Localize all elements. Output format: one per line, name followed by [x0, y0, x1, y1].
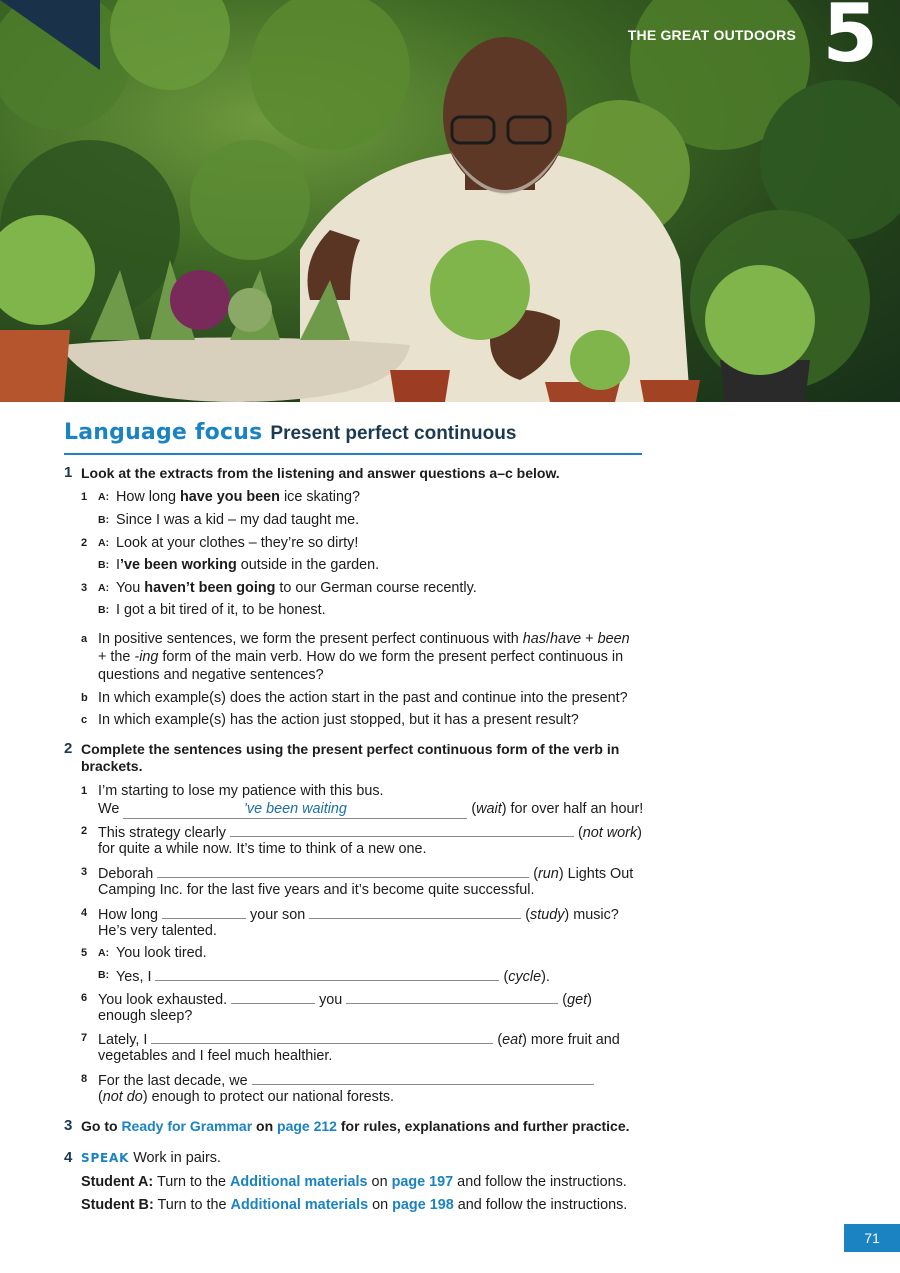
page-197-link[interactable]: page 197: [391, 1174, 454, 1190]
page-number: 71: [844, 1224, 900, 1252]
item-6-blank-2[interactable]: [346, 989, 558, 1004]
speaker-a-label: A:: [98, 537, 110, 549]
item-4-line-1: How long your son (study) music?: [98, 904, 619, 924]
item-7-line-2: vegetables and I feel much healthier.: [98, 1048, 333, 1064]
question-b-text: In which example(s) does the action start in the past and continue into the present?: [98, 690, 628, 706]
item-6-line-2: enough sleep?: [98, 1008, 193, 1024]
item-5-b: Yes, I (cycle).: [116, 966, 550, 986]
section-subtitle: Present perfect continuous: [270, 423, 517, 444]
exercise-4-number: 4: [64, 1149, 73, 1166]
question-a-line-3: questions and negative sentences?: [98, 667, 324, 683]
item-6-blank-1[interactable]: [231, 989, 315, 1004]
item-5-a: You look tired.: [116, 945, 207, 961]
item-1-answer: ’ve been waiting: [123, 800, 467, 819]
dialogue-2-a: Look at your clothes – they’re so dirty!: [116, 535, 359, 551]
dialogue-3-a: You haven’t been going to our German course recently.: [116, 580, 477, 596]
dialogue-2-b: I’ve been working outside in the garden.: [116, 557, 380, 573]
exercise-2-instruction-1: Complete the sentences using the present perfect continuous form of the verb in: [81, 741, 620, 757]
speaker-b-label: B:: [98, 559, 110, 571]
item-8-line-2: (not do) enough to protect our national forests.: [98, 1089, 395, 1105]
chapter-corner-shape: [0, 0, 100, 70]
exercise-4-text: SPEAK Work in pairs.: [81, 1150, 221, 1166]
dialogue-1-number: 1: [81, 491, 88, 503]
item-4-number: 4: [81, 907, 88, 919]
item-2-number: 2: [81, 825, 88, 837]
speaker-a-label: A:: [98, 491, 110, 503]
page-198-link[interactable]: page 198: [392, 1197, 454, 1213]
student-b-line: Student B: Turn to the Additional materials on page 198 and follow the instructions.: [81, 1197, 628, 1213]
speak-tag: SPEAK: [81, 1151, 130, 1165]
item-8-number: 8: [81, 1073, 88, 1085]
exercise-2-number: 2: [64, 740, 73, 757]
chapter-number: 5: [822, 0, 878, 80]
question-b-letter: b: [81, 692, 88, 704]
speaker-b-label: B:: [98, 514, 110, 526]
ready-for-grammar-link[interactable]: Ready for Grammar: [121, 1118, 253, 1134]
student-a-line: Student A: Turn to the Additional materials on page 197 and follow the instructions.: [81, 1174, 627, 1190]
item-4-blank-2[interactable]: [309, 904, 521, 919]
chapter-title: THE GREAT OUTDOORS: [627, 27, 796, 43]
exercise-2-instruction-2: brackets.: [81, 758, 143, 774]
speaker-b-label: B:: [98, 969, 110, 981]
exercise-1-number: 1: [64, 464, 73, 481]
item-6-line-1: You look exhausted. you (get): [98, 989, 592, 1009]
dialogue-1-a: How long have you been ice skating?: [116, 489, 360, 505]
item-3-number: 3: [81, 866, 88, 878]
question-c-text: In which example(s) has the action just stopped, but it has a present result?: [98, 712, 579, 728]
section-heading: [64, 420, 642, 455]
exercise-1-instruction: Look at the extracts from the listening and answer questions a–c below.: [81, 465, 560, 481]
item-2-line-2: for quite a while now. It’s time to think of a new one.: [98, 841, 427, 857]
additional-materials-link-b[interactable]: Additional materials: [230, 1197, 369, 1213]
speaker-a-label: A:: [98, 582, 110, 594]
hero-photo: [0, 0, 900, 402]
item-7-number: 7: [81, 1032, 88, 1044]
item-7-blank[interactable]: [151, 1029, 493, 1044]
exercise-3-text: Go to Ready for Grammar on page 212 for rules, explanations and further practice.: [81, 1118, 630, 1134]
speaker-b-label: B:: [98, 604, 110, 616]
item-3-line-2: Camping Inc. for the last five years and it’s become quite successful.: [98, 882, 535, 898]
question-c-letter: c: [81, 714, 88, 726]
item-1-number: 1: [81, 785, 88, 797]
item-2-line-1: This strategy clearly (not work): [98, 822, 642, 842]
item-3-line-1: Deborah (run) Lights Out: [98, 863, 633, 883]
item-5-blank[interactable]: [155, 966, 499, 981]
question-a-line-1: In positive sentences, we form the present perfect continuous with has/have + been: [98, 631, 630, 647]
gardener-illustration: [0, 0, 900, 402]
dialogue-3-number: 3: [81, 582, 88, 594]
item-8-line-1: For the last decade, we: [98, 1070, 594, 1090]
item-5-number: 5: [81, 947, 88, 959]
item-6-number: 6: [81, 992, 88, 1004]
section-title: Language focus: [64, 420, 263, 445]
dialogue-1-b: Since I was a kid – my dad taught me.: [116, 512, 360, 528]
page-212-link[interactable]: page 212: [277, 1118, 337, 1134]
question-a-line-2: + the -ing form of the main verb. How do we form the present perfect continuous in: [98, 649, 624, 665]
item-2-blank[interactable]: [230, 822, 574, 837]
dialogue-3-b: I got a bit tired of it, to be honest.: [116, 602, 326, 618]
item-7-line-1: Lately, I (eat) more fruit and: [98, 1029, 620, 1049]
exercise-3-number: 3: [64, 1117, 73, 1134]
speaker-a-label: A:: [98, 947, 110, 959]
item-1-line-2: We ’ve been waiting (wait) for over half an hour!: [98, 801, 644, 817]
dialogue-2-number: 2: [81, 537, 88, 549]
item-4-blank-1[interactable]: [162, 904, 246, 919]
item-1-line-1: I’m starting to lose my patience with this bus.: [98, 783, 384, 799]
additional-materials-link-a[interactable]: Additional materials: [230, 1174, 368, 1190]
item-4-line-2: He’s very talented.: [98, 923, 217, 939]
item-8-blank[interactable]: [252, 1070, 594, 1085]
item-3-blank[interactable]: [157, 863, 529, 878]
question-a-letter: a: [81, 633, 88, 645]
